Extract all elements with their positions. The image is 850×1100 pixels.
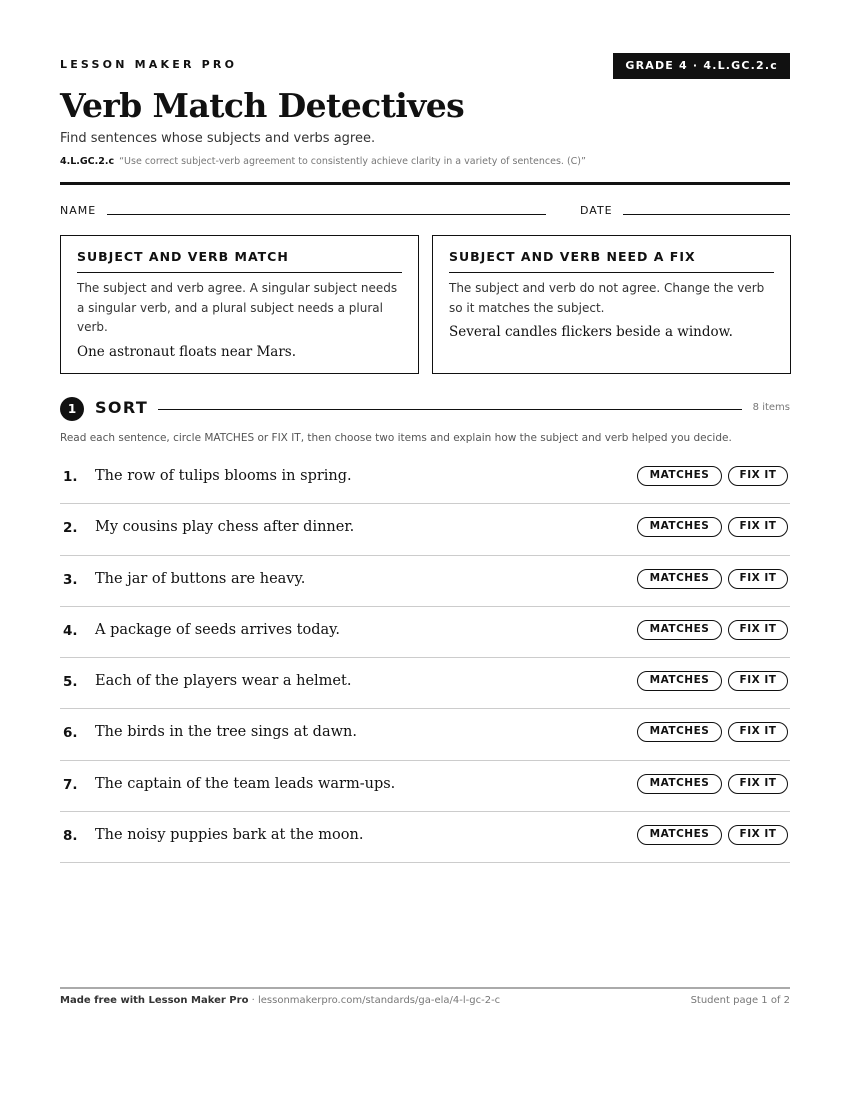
name-label: NAME xyxy=(60,204,97,217)
fix-it-option[interactable]: FIX IT xyxy=(728,825,788,845)
matches-option[interactable]: MATCHES xyxy=(637,671,722,691)
fix-it-option[interactable]: FIX IT xyxy=(728,620,788,640)
matches-option[interactable]: MATCHES xyxy=(637,620,722,640)
section-instructions: Read each sentence, circle MATCHES or FIX IT, then choose two items and explain how the subject and verb helped you decide. xyxy=(60,432,732,444)
list-item xyxy=(60,556,790,607)
item-sentence: My cousins play chess after dinner. xyxy=(95,519,355,536)
fix-box-example: Several candles flickers beside a window. xyxy=(449,324,733,340)
matches-option[interactable]: MATCHES xyxy=(637,569,722,589)
fix-definition-box xyxy=(432,235,791,374)
fix-it-option[interactable]: FIX IT xyxy=(728,774,788,794)
item-sentence: The jar of buttons are heavy. xyxy=(95,570,306,587)
list-item xyxy=(60,504,790,555)
match-box-heading: SUBJECT AND VERB MATCH xyxy=(77,249,402,273)
item-number: 7. xyxy=(63,776,78,793)
list-item xyxy=(60,709,790,760)
list-item xyxy=(60,607,790,658)
matches-option[interactable]: MATCHES xyxy=(637,774,722,794)
item-count: 8 items xyxy=(752,402,790,413)
grade-badge: GRADE 4 · 4.L.GC.2.c xyxy=(613,53,790,79)
footer-credit xyxy=(60,995,500,1006)
match-box-example: One astronaut floats near Mars. xyxy=(77,343,297,360)
fix-box-description: The subject and verb do not agree. Change the verb so it matches the subject. xyxy=(449,281,765,315)
page-title: Verb Match Detectives xyxy=(60,86,465,125)
section-number-badge: 1 xyxy=(60,397,84,421)
footer-url: · lessonmakerpro.com/standards/ga-ela/4-l-gc-2-c xyxy=(251,995,501,1006)
section-divider xyxy=(158,409,742,410)
date-label: DATE xyxy=(580,204,613,217)
item-sentence: The birds in the tree sings at dawn. xyxy=(95,724,357,741)
item-number: 4. xyxy=(63,622,78,639)
name-line[interactable] xyxy=(107,214,546,215)
footer-made-with: Made free with Lesson Maker Pro xyxy=(60,995,249,1006)
footer-page-number: Student page 1 of 2 xyxy=(690,995,790,1006)
fix-it-option[interactable]: FIX IT xyxy=(728,671,788,691)
item-number: 1. xyxy=(63,469,78,485)
list-item xyxy=(60,453,790,504)
matches-option[interactable]: MATCHES xyxy=(637,825,722,845)
standard-line xyxy=(60,156,586,167)
item-sentence: The noisy puppies bark at the moon. xyxy=(95,827,364,844)
fix-it-option[interactable]: FIX IT xyxy=(728,569,788,589)
footer-divider xyxy=(60,987,790,989)
fix-box-heading: SUBJECT AND VERB NEED A FIX xyxy=(449,249,774,273)
matches-option[interactable]: MATCHES xyxy=(637,517,722,537)
matches-option[interactable]: MATCHES xyxy=(637,466,722,486)
fix-it-option[interactable]: FIX IT xyxy=(728,466,788,486)
list-item xyxy=(60,658,790,709)
item-sentence: The captain of the team leads warm-ups. xyxy=(95,775,396,792)
match-definition-box xyxy=(60,235,419,374)
page-subtitle: Find sentences whose subjects and verbs agree. xyxy=(60,131,376,146)
item-number: 3. xyxy=(63,571,78,588)
item-number: 8. xyxy=(63,828,78,845)
match-box-description: The subject and verb agree. A singular subject needs a singular verb, and a plural subject needs a plural verb. xyxy=(77,281,398,334)
item-sentence: A package of seeds arrives today. xyxy=(95,621,340,638)
date-line[interactable] xyxy=(623,214,790,215)
list-item xyxy=(60,761,790,812)
matches-option[interactable]: MATCHES xyxy=(637,722,722,742)
fix-it-option[interactable]: FIX IT xyxy=(728,722,788,742)
sentence-list xyxy=(60,453,790,863)
standard-text: “Use correct subject-verb agreement to consistently achieve clarity in a variety of sentences. (C)” xyxy=(119,156,586,167)
item-sentence: The row of tulips blooms in spring. xyxy=(95,468,352,484)
section-title: SORT xyxy=(95,398,149,417)
item-number: 5. xyxy=(63,674,78,691)
header-divider xyxy=(60,182,790,185)
standard-code: 4.L.GC.2.c xyxy=(60,156,115,167)
item-sentence: Each of the players wear a helmet. xyxy=(95,673,352,690)
brand-name: LESSON MAKER PRO xyxy=(60,58,238,71)
item-number: 6. xyxy=(63,725,78,742)
item-number: 2. xyxy=(63,520,78,537)
fix-it-option[interactable]: FIX IT xyxy=(728,517,788,537)
list-item xyxy=(60,812,790,863)
